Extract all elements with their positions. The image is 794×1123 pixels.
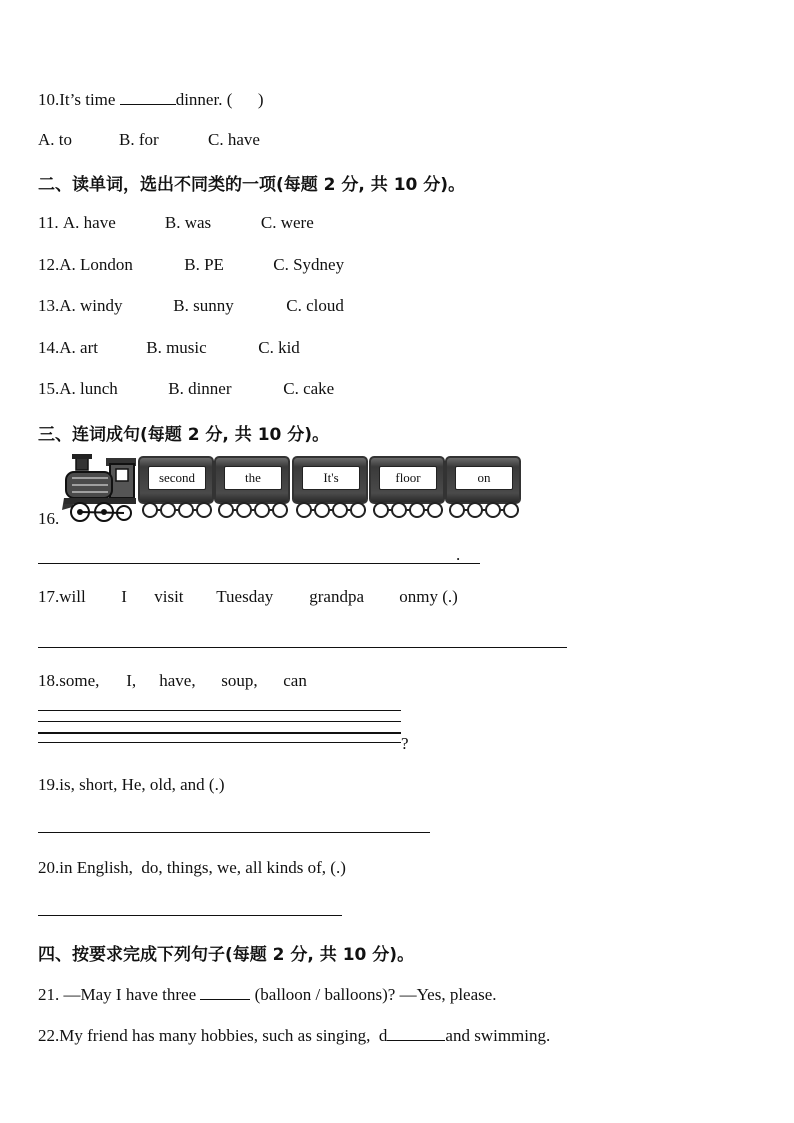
option-a: A. London [59,255,133,274]
word: can [283,671,307,690]
answer-line-18d[interactable] [38,742,401,743]
word: grandpa [309,587,365,606]
word: onmy (.) [399,587,458,606]
answer-line-18b[interactable] [38,721,401,722]
option-a: A. art [59,338,98,357]
question-number: 10. [38,90,60,109]
question-text: (balloon / balloons)? —Yes, please. [250,985,497,1004]
train-word: the [224,466,282,490]
train-car-3 [292,456,366,504]
question-text: in English, do, things, we, all kinds of, (.) [59,858,346,877]
question-22 [38,1024,550,1046]
word: I [121,587,127,606]
question-number: 15. [38,379,60,398]
question-text: —May I have three [63,985,201,1004]
train-word: second [148,466,206,490]
answer-blank[interactable] [200,983,250,1000]
question-mark: ? [401,734,409,753]
option-c: C. Sydney [273,255,345,274]
option-c: C. cake [283,379,335,398]
option-b: B. PE [184,255,224,274]
answer-line-18c[interactable] [38,732,401,734]
option-c: C. cloud [286,296,344,315]
option-b: B. sunny [173,296,234,315]
question-text: It’s time [59,90,120,109]
option-c: C. have [208,130,260,149]
train-car-4 [369,456,443,504]
question-number: 21. [38,985,64,1004]
question-18 [38,671,307,691]
word-train [62,452,527,524]
answer-line-19[interactable] [38,832,430,833]
question-number: 13. [38,296,60,315]
answer-blank[interactable] [120,88,176,105]
question-number: 22. [38,1026,60,1045]
train-word: It's [302,466,360,490]
word: some, [59,671,100,690]
answer-line-16[interactable] [38,563,480,564]
train-word: on [455,466,513,490]
word: have, [159,671,196,690]
section-heading-2: 二、读单词，选出不同类的一项(每题 2 分, 共 10 分)。 [38,175,466,195]
question-number: 19. [38,775,60,794]
option-b: B. was [164,213,212,232]
sentence-end-period: . [456,545,461,564]
question-11 [38,213,314,233]
option-b: B. music [146,338,207,357]
option-c: C. kid [258,338,300,357]
question-13 [38,296,344,316]
section-heading-3: 三、连词成句(每题 2 分, 共 10 分)。 [38,425,330,445]
option-a: A. windy [59,296,123,315]
question-21 [38,983,497,1005]
question-10-options [38,130,260,150]
word: visit [154,587,184,606]
answer-line-20[interactable] [38,915,342,916]
option-a: A. lunch [59,379,118,398]
question-number: 18. [38,671,60,690]
question-20 [38,858,346,878]
word: will [59,587,86,606]
question-19 [38,775,225,795]
question-15 [38,379,334,399]
question-number: 17. [38,587,60,606]
option-b: B. dinner [168,379,232,398]
question-number: 12. [38,255,60,274]
locomotive-icon [62,454,138,524]
train-car-2 [214,456,288,504]
question-12 [38,255,344,275]
question-16-number: 16. [38,509,60,528]
answer-line-17[interactable] [38,647,567,648]
train-car-5 [445,456,519,504]
option-a: A. to [38,130,72,149]
question-number: 14. [38,338,60,357]
question-number: 20. [38,858,60,877]
train-car-1 [138,456,212,504]
answer-blank[interactable] [387,1024,445,1041]
question-number: 11. [38,213,63,232]
option-b: B. for [119,130,159,149]
answer-line-18a[interactable] [38,710,401,711]
option-a: A. have [62,213,116,232]
word: Tuesday [216,587,274,606]
option-c: C. were [260,213,314,232]
question-10 [38,88,264,110]
question-17 [38,587,458,607]
question-text: and swimming. [445,1026,551,1045]
word: soup, [221,671,258,690]
train-word: floor [379,466,437,490]
question-14 [38,338,300,358]
question-text: is, short, He, old, and (.) [59,775,225,794]
section-heading-4: 四、按要求完成下列句子(每题 2 分, 共 10 分)。 [38,945,415,965]
question-text: dinner. ( ) [175,90,264,109]
question-text: My friend has many hobbies, such as singing, d [59,1026,388,1045]
word: I, [126,671,137,690]
